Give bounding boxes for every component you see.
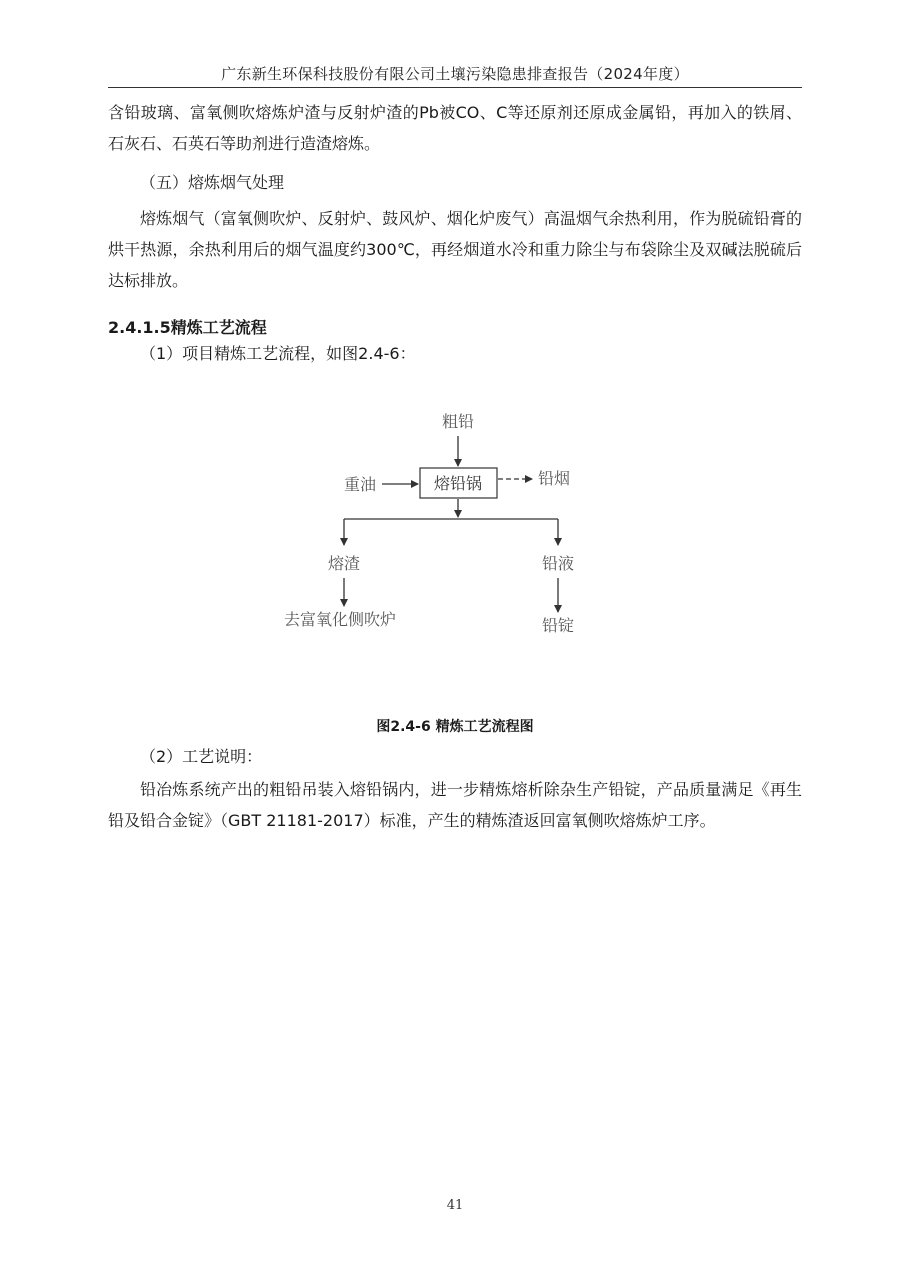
page-header: 广东新生环保科技股份有限公司土壤污染隐患排查报告（2024年度） [221, 65, 689, 83]
process-flow-intro: （1）项目精炼工艺流程，如图2.4-6： [140, 344, 416, 363]
process-description: 铅冶炼系统产出的粗铅吊装入熔铅锅内，进一步精炼熔析除杂生产铅锭，产品质量满足《再生铅及铅合金锭》（GBT 21181-2017）标准，产生的精炼渣返回富氧侧吹熔炼炉工序。 [108, 780, 802, 830]
node-lead-ingot: 铅锭 [541, 616, 575, 635]
process-description-title: （2）工艺说明： [140, 747, 263, 766]
node-lead-fume: 铅烟 [537, 469, 571, 488]
paragraph-flue-gas: 熔炼烟气（富氧侧吹炉、反射炉、鼓风炉、烟化炉废气）高温烟气余热利用，作为脱硫铅膏的烘干热源，余热利用后的烟气温度约300℃，再经烟道水冷和重力除尘与布袋除尘及双碱法脱硫后达标排放。 [108, 209, 802, 290]
header-divider [108, 87, 802, 88]
section-heading: 2.4.1.5精炼工艺流程 [108, 318, 267, 337]
node-dross: 熔渣 [327, 554, 361, 573]
node-crude-lead: 粗铅 [441, 412, 475, 431]
node-to-furnace: 去富氧化侧吹炉 [283, 610, 397, 629]
figure-caption: 图2.4-6 精炼工艺流程图 [376, 719, 534, 735]
paragraph-smelting-end: 含铅玻璃、富氧侧吹熔炼炉渣与反射炉渣的Pb被CO、C等还原剂还原成金属铅，再加入的铁屑、石灰石、石英石等助剂进行造渣熔炼。 [108, 103, 802, 153]
page-number: 41 [446, 1198, 464, 1213]
node-lead-liquid: 铅液 [541, 554, 575, 573]
node-melting-pot: 熔铅锅 [433, 474, 483, 493]
node-heavy-oil: 重油 [343, 475, 377, 494]
subsection-flue-gas-title: （五）熔炼烟气处理 [140, 173, 285, 192]
refining-flowchart [270, 400, 630, 650]
